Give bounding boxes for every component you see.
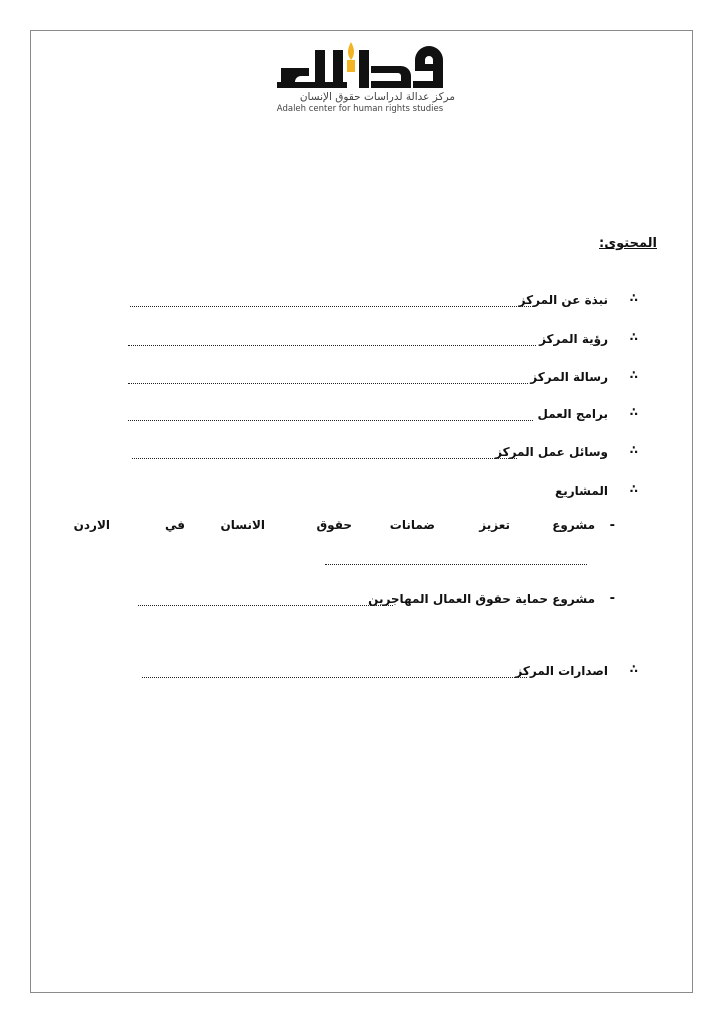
adaleh-logo-mark — [275, 40, 450, 90]
logo-subtitle-arabic: مركز عدالة لدراسات حقوق الإنسان — [299, 91, 455, 103]
adaleh-logo — [265, 40, 460, 120]
logo-subtitle-english: Adaleh center for human rights studies — [276, 104, 444, 114]
toc-item-mission — [128, 369, 638, 391]
dotted-leader — [142, 677, 527, 678]
dash-marker: - — [609, 591, 615, 606]
toc-item-label: وسائل عمل المركز — [495, 445, 608, 459]
dotted-leader — [132, 458, 517, 459]
bullet-icon: ∴ — [629, 443, 638, 457]
dash-marker: - — [609, 518, 615, 533]
bullet-icon: ∴ — [629, 662, 638, 676]
project-word: مشروع — [552, 518, 595, 532]
toc-item-label: رؤية المركز — [539, 332, 608, 346]
bullet-icon: ∴ — [629, 330, 638, 344]
dotted-leader — [128, 420, 533, 421]
project-item-2 — [138, 591, 615, 613]
project-label: مشروع حماية حقوق العمال المهاجرين — [368, 592, 595, 606]
toc-item-label: اصدارات المركز — [515, 664, 608, 678]
bullet-icon: ∴ — [629, 482, 638, 496]
project-item-1 — [73, 518, 615, 540]
dotted-leader — [128, 345, 536, 346]
project-word: الاردن — [73, 518, 110, 532]
bullet-icon: ∴ — [629, 405, 638, 419]
project-word: حقوق — [316, 518, 352, 532]
project-word: الانسان — [220, 518, 265, 532]
project-word: في — [165, 518, 185, 532]
toc-item-label: رسالة المركز — [530, 370, 608, 384]
bullet-icon: ∴ — [629, 291, 638, 305]
toc-item-about — [130, 292, 638, 314]
toc-item-label: برامج العمل — [537, 407, 608, 421]
contents-heading: المحتوى: — [599, 236, 657, 251]
toc-item-vision — [128, 331, 638, 353]
toc-item-methods — [132, 444, 638, 466]
project-word: ضمانات — [389, 518, 435, 532]
dotted-leader — [130, 306, 535, 307]
document-page — [30, 30, 693, 993]
dotted-leader — [128, 383, 528, 384]
toc-item-label: نبذة عن المركز — [518, 293, 608, 307]
project-word: تعزيز — [479, 518, 510, 532]
toc-item-programs — [128, 406, 638, 428]
toc-item-projects — [500, 483, 638, 505]
bullet-icon: ∴ — [629, 368, 638, 382]
toc-item-publications — [142, 663, 638, 685]
dotted-leader — [138, 605, 393, 606]
toc-item-label: المشاريع — [555, 484, 608, 498]
dotted-leader — [325, 564, 587, 565]
